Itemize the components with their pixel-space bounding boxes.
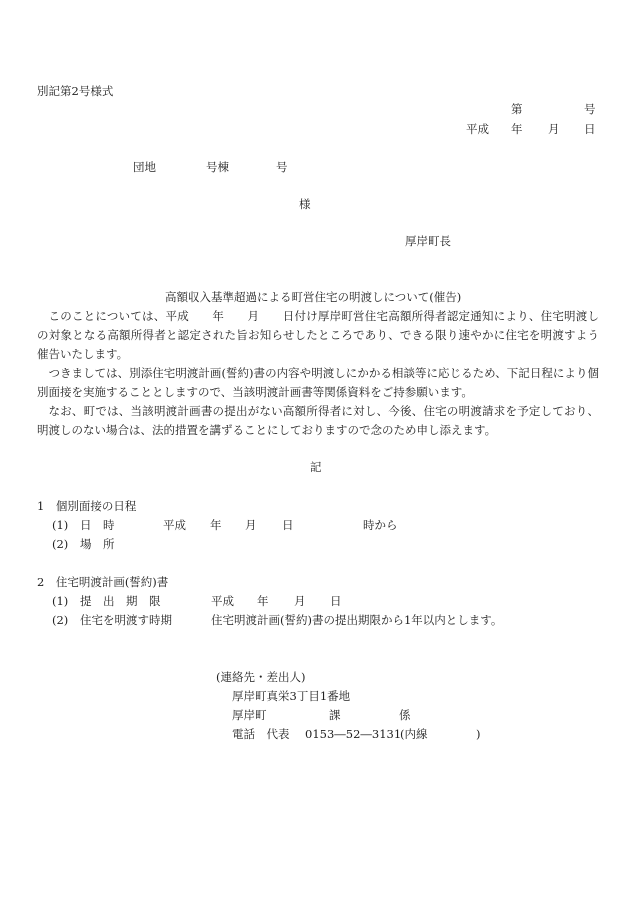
section2-item1-label: 提 出 期 限 [80,594,161,608]
contact-heading: (連絡先・差出人) [216,670,306,684]
document-title: 高額収入基準超過による町営住宅の明渡しについて(催告) [165,290,462,304]
sender: 厚岸町長 [405,234,451,248]
ki-marker: 記 [310,460,322,474]
section1-item1-month: 月 [245,518,257,532]
section1-item1-era: 平成 [163,518,186,532]
section2-item2-num: (2) [52,613,69,627]
section2-item1-month: 月 [294,594,306,608]
section2-item1-day: 日 [330,594,342,608]
doc-date-year: 年 [511,122,523,136]
address-goto: 号棟 [206,160,229,174]
section2-item1-era: 平成 [211,594,234,608]
form-label: 別記第2号様式 [37,84,114,98]
section1-item2-num: (2) [52,537,69,551]
doc-date-month: 月 [548,122,560,136]
contact-ka: 課 [329,708,341,722]
honorific: 様 [299,197,311,211]
paragraph-3: なお、町では、当該明渡計画書の提出がない高額所得者に対し、今後、住宅の明渡請求を予定しており、明渡しのない場合は、法的措置を講ずることにしておりますので念のため申し添えます。 [37,404,599,437]
section2-item1-num: (1) [52,594,69,608]
contact-phone-number: 0153―52―3131 [305,727,402,741]
section2-item2-value: 住宅明渡計画(誓約)書の提出期限から1年以内とします。 [211,613,503,627]
contact-phone-label: 電話 代表 [232,727,290,741]
section1-item1-day: 日 [282,518,294,532]
contact-phone-ext-open: (内線 [400,727,428,741]
doc-date-day: 日 [584,122,596,136]
contact-address: 厚岸町真栄3丁目1番地 [232,689,351,703]
doc-number-go: 号 [584,102,596,116]
contact-kakari: 係 [399,708,411,722]
address-go: 号 [276,160,288,174]
section1-item1-year: 年 [210,518,222,532]
doc-number-dai: 第 [511,102,523,116]
section1-item2-label: 場 所 [80,537,115,551]
paragraph-1: このことについては、平成 年 月 日付け厚岸町営住宅高額所得者認定通知により、住宅明渡しの対象となる高額所得者と認定された旨お知らせしたところであり、できる限り速やかに住宅を明渡すよう催告いたします。 [37,309,599,361]
section1-item1-suffix: 時から [363,518,398,532]
section1-item1-label: 日 時 [80,518,115,532]
contact-phone-ext-close: ) [476,727,481,741]
section1-heading: 1 個別面接の日程 [37,499,137,513]
section2-heading: 2 住宅明渡計画(誓約)書 [37,575,169,589]
address-danchi: 団地 [133,160,156,174]
contact-town: 厚岸町 [232,708,267,722]
section1-item1-num: (1) [52,518,69,532]
doc-date-era: 平成 [466,122,489,136]
paragraph-2: つきましては、別添住宅明渡計画(誓約)書の内容や明渡しにかかる相談等に応じるため、下記日程により個別面接を実施することとしますので、当該明渡計画書等関係資料をご持参願います。 [37,366,599,399]
section2-item2-label: 住宅を明渡す時期 [80,613,172,627]
section2-item1-year: 年 [257,594,269,608]
